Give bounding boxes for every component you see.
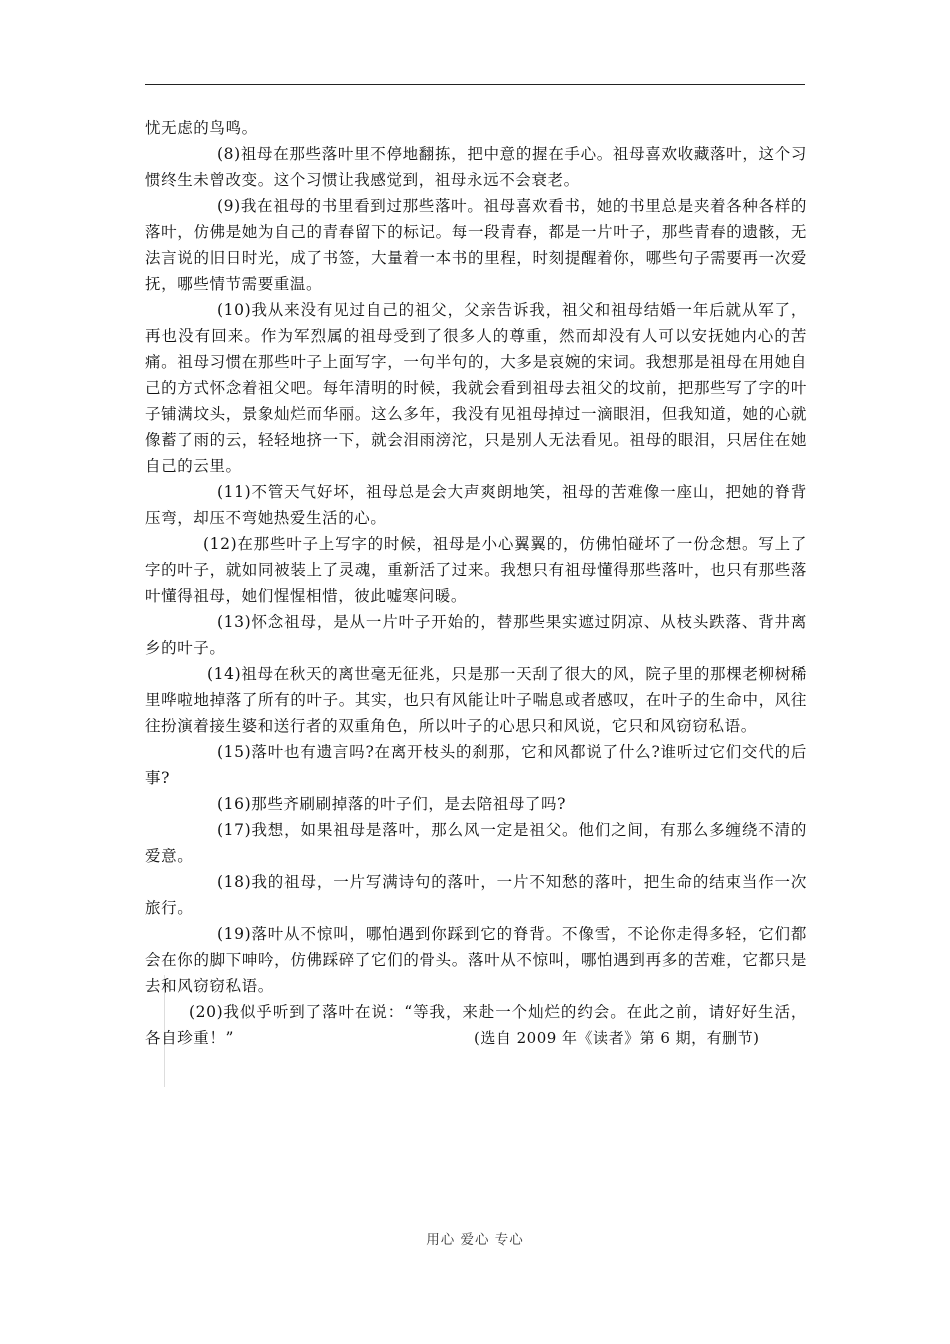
paragraph-19: (19)落叶从不惊叫，哪怕遇到你踩到它的脊背。不像雪，不论你走得多轻，它们都会在你的脚下呻吟，仿佛踩碎了它们的骨头。落叶从不惊叫，哪怕遇到再多的苦难，它都只是去和风窃窃私语。 xyxy=(145,925,807,995)
paragraph-17: (17)我想，如果祖母是落叶，那么风一定是祖父。他们之间，有那么多缠绕不清的爱意。 xyxy=(145,821,807,865)
paragraph-8: (8)祖母在那些落叶里不停地翻拣，把中意的握在手心。祖母喜欢收藏落叶，这个习惯终生未曾改变。这个习惯让我感觉到，祖母永远不会衰老。 xyxy=(145,145,807,189)
paragraph-9: (9)我在祖母的书里看到过那些落叶。祖母喜欢看书，她的书里总是夹着各种各样的落叶，仿佛是她为自己的青春留下的标记。每一段青春，都是一片叶子，那些青春的遗骸，无法言说的旧日时光，成了书签，大量着一本书的里程，时刻提醒着你，哪些句子需要再一次爱抚，哪些情节需要重温。 xyxy=(145,197,807,293)
header-rule xyxy=(145,84,805,85)
paragraph-14: (14)祖母在秋天的离世毫无征兆，只是那一天刮了很大的风，院子里的那棵老柳树稀里哗啦地掉落了所有的叶子。其实，也只有风能让叶子喘息或者感叹，在叶子的生命中，风往往扮演着接生婆和送行者的双重角色，所以叶子的心思只和风说，它只和风窃窃私语。 xyxy=(145,665,807,735)
page-footer: 用心 爱心 专心 xyxy=(426,1232,524,1248)
paragraph-18: (18)我的祖母，一片写满诗句的落叶，一片不知愁的落叶，把生命的结束当作一次旅行。 xyxy=(145,873,807,917)
source-citation: (选自 2009 年《读者》第 6 期，有删节) xyxy=(474,1029,760,1047)
paragraph-15: (15)落叶也有遗言吗?在离开枝头的刹那，它和风都说了什么?谁听过它们交代的后事? xyxy=(145,743,807,787)
paragraph-11: (11)不管天气好坏，祖母总是会大声爽朗地笑，祖母的苦难像一座山，把她的脊背压弯，却压不弯她热爱生活的心。 xyxy=(145,483,807,527)
paragraph-16: (16)那些齐刷刷掉落的叶子们，是去陪祖母了吗? xyxy=(217,795,567,813)
paragraph-7-end: 忧无虑的鸟鸣。 xyxy=(145,119,258,137)
paragraph-20: (20)我似乎听到了落叶在说：“等我，来赴一个灿烂的约会。在此之前，请好好生活，各自珍重！” xyxy=(145,1003,807,1047)
article-body xyxy=(145,115,807,1051)
paragraph-13: (13)怀念祖母，是从一片叶子开始的，替那些果实遮过阴凉、从枝头跌落、背井离乡的叶子。 xyxy=(145,613,807,657)
paragraph-10: (10)我从来没有见过自己的祖父，父亲告诉我，祖父和祖母结婚一年后就从军了，再也没有回来。作为军烈属的祖母受到了很多人的尊重，然而却没有人可以安抚她内心的苦痛。祖母习惯在那些叶子上面写字，一句半句的，大多是哀婉的宋词。我想那是祖母在用她自己的方式怀念着祖父吧。每年清明的时候，我就会看到祖母去祖父的坟前，把那些写了字的叶子铺满坟头，景象灿烂而华丽。这么多年，我没有见祖母掉过一滴眼泪，但我知道，她的心就像蓄了雨的云，轻轻地挤一下，就会泪雨滂沱，只是别人无法看见。祖母的眼泪，只居住在她自己的云里。 xyxy=(145,301,807,475)
paragraph-12: (12)在那些叶子上写字的时候，祖母是小心翼翼的，仿佛怕碰坏了一份念想。写上了字的叶子，就如同被装上了灵魂，重新活了过来。我想只有祖母懂得那些落叶，也只有那些落叶懂得祖母，她们惺惺相惜，彼此嘘寒问暖。 xyxy=(145,535,807,605)
